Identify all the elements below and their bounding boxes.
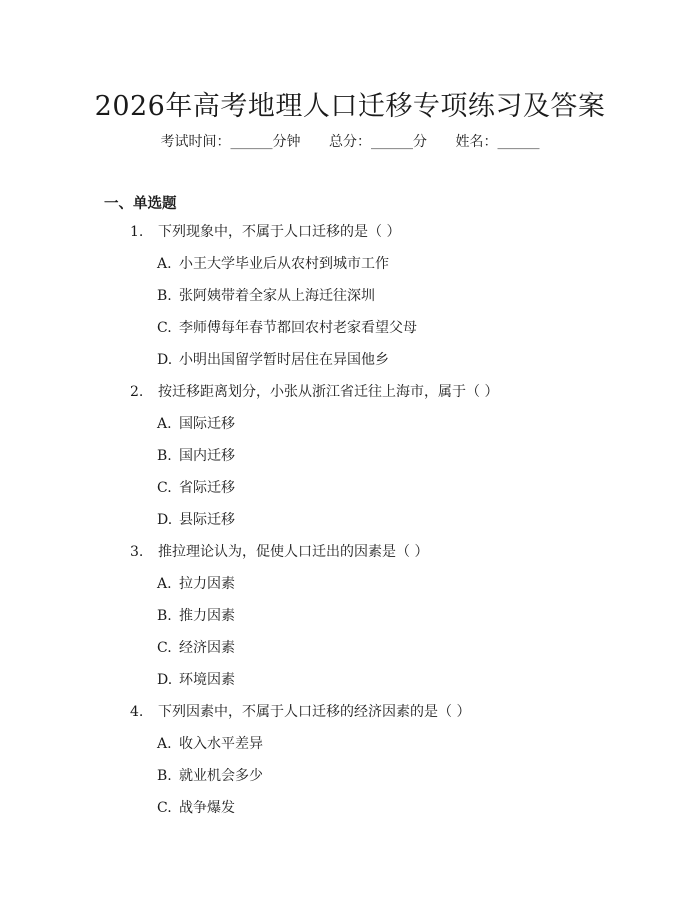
option-letter: A. [157, 576, 172, 592]
question-1-option [157, 350, 700, 382]
question-number: 1. [130, 224, 144, 240]
document-title: 2026年高考地理人口迁移专项练习及答案 [94, 91, 606, 122]
student-name-label: 姓名： [455, 134, 498, 150]
option-letter: C. [157, 800, 172, 816]
option-text: 李师傅每年春节都回农村老家看望父母 [179, 320, 417, 336]
option-text: 国内迁移 [179, 448, 235, 464]
question-4-option [157, 766, 700, 798]
option-letter: B. [157, 288, 172, 304]
question-2-option [157, 414, 700, 446]
option-letter: B. [157, 448, 172, 464]
section-heading: 一、单选题 [104, 196, 177, 212]
option-text: 国际迁移 [179, 416, 235, 432]
question-2-option [157, 446, 700, 478]
question-3-option [157, 574, 700, 606]
question-2-option [157, 510, 700, 542]
option-text: 推力因素 [179, 608, 235, 624]
exam-time-unit: 分钟 [272, 134, 301, 150]
option-text: 拉力因素 [179, 576, 235, 592]
total-score-unit: 分 [413, 134, 427, 150]
question-list [0, 222, 700, 830]
question-number: 2. [130, 384, 144, 400]
exam-info-line [0, 131, 700, 151]
question-2 [130, 382, 700, 414]
option-text: 省际迁移 [179, 480, 235, 496]
option-text: 环境因素 [179, 672, 235, 688]
question-1 [130, 222, 700, 254]
option-text: 战争爆发 [179, 800, 235, 816]
question-4-option [157, 734, 700, 766]
option-letter: D. [157, 512, 173, 528]
question-4-option [157, 798, 700, 830]
option-text: 张阿姨带着全家从上海迁往深圳 [179, 288, 375, 304]
student-name-field [455, 131, 539, 151]
question-1-option [157, 254, 700, 286]
option-text: 小明出国留学暂时居住在异国他乡 [179, 352, 389, 368]
question-1-option [157, 286, 700, 318]
question-3-option [157, 670, 700, 702]
option-text: 小王大学毕业后从农村到城市工作 [179, 256, 389, 272]
option-text: 县际迁移 [179, 512, 235, 528]
exam-time-blank: ______ [230, 134, 273, 150]
option-letter: B. [157, 608, 172, 624]
option-letter: C. [157, 480, 172, 496]
option-text: 收入水平差异 [179, 736, 263, 752]
student-name-blank: ______ [497, 134, 540, 150]
option-letter: A. [157, 736, 172, 752]
question-2-option [157, 478, 700, 510]
option-letter: A. [157, 416, 172, 432]
option-letter: D. [157, 672, 173, 688]
total-score-field [329, 131, 427, 151]
option-text: 经济因素 [179, 640, 235, 656]
question-text: 下列现象中，不属于人口迁移的是（ ） [158, 224, 401, 240]
option-letter: C. [157, 320, 172, 336]
option-text: 就业机会多少 [179, 768, 263, 784]
question-4 [130, 702, 700, 734]
question-3-option [157, 638, 700, 670]
total-score-label: 总分： [329, 134, 371, 150]
question-number: 3. [130, 544, 144, 560]
question-number: 4. [130, 704, 144, 720]
exam-time-field [161, 131, 301, 151]
total-score-blank: ______ [371, 134, 413, 150]
option-letter: A. [157, 256, 172, 272]
question-text: 推拉理论认为，促使人口迁出的因素是（ ） [158, 544, 429, 560]
exam-time-label: 考试时间： [160, 134, 231, 150]
question-text: 下列因素中，不属于人口迁移的经济因素的是（ ） [158, 704, 471, 720]
option-letter: C. [157, 640, 172, 656]
option-letter: B. [157, 768, 172, 784]
question-1-option [157, 318, 700, 350]
question-3 [130, 542, 700, 574]
option-letter: D. [157, 352, 173, 368]
question-text: 按迁移距离划分，小张从浙江省迁往上海市，属于（ ） [158, 384, 499, 400]
question-3-option [157, 606, 700, 638]
